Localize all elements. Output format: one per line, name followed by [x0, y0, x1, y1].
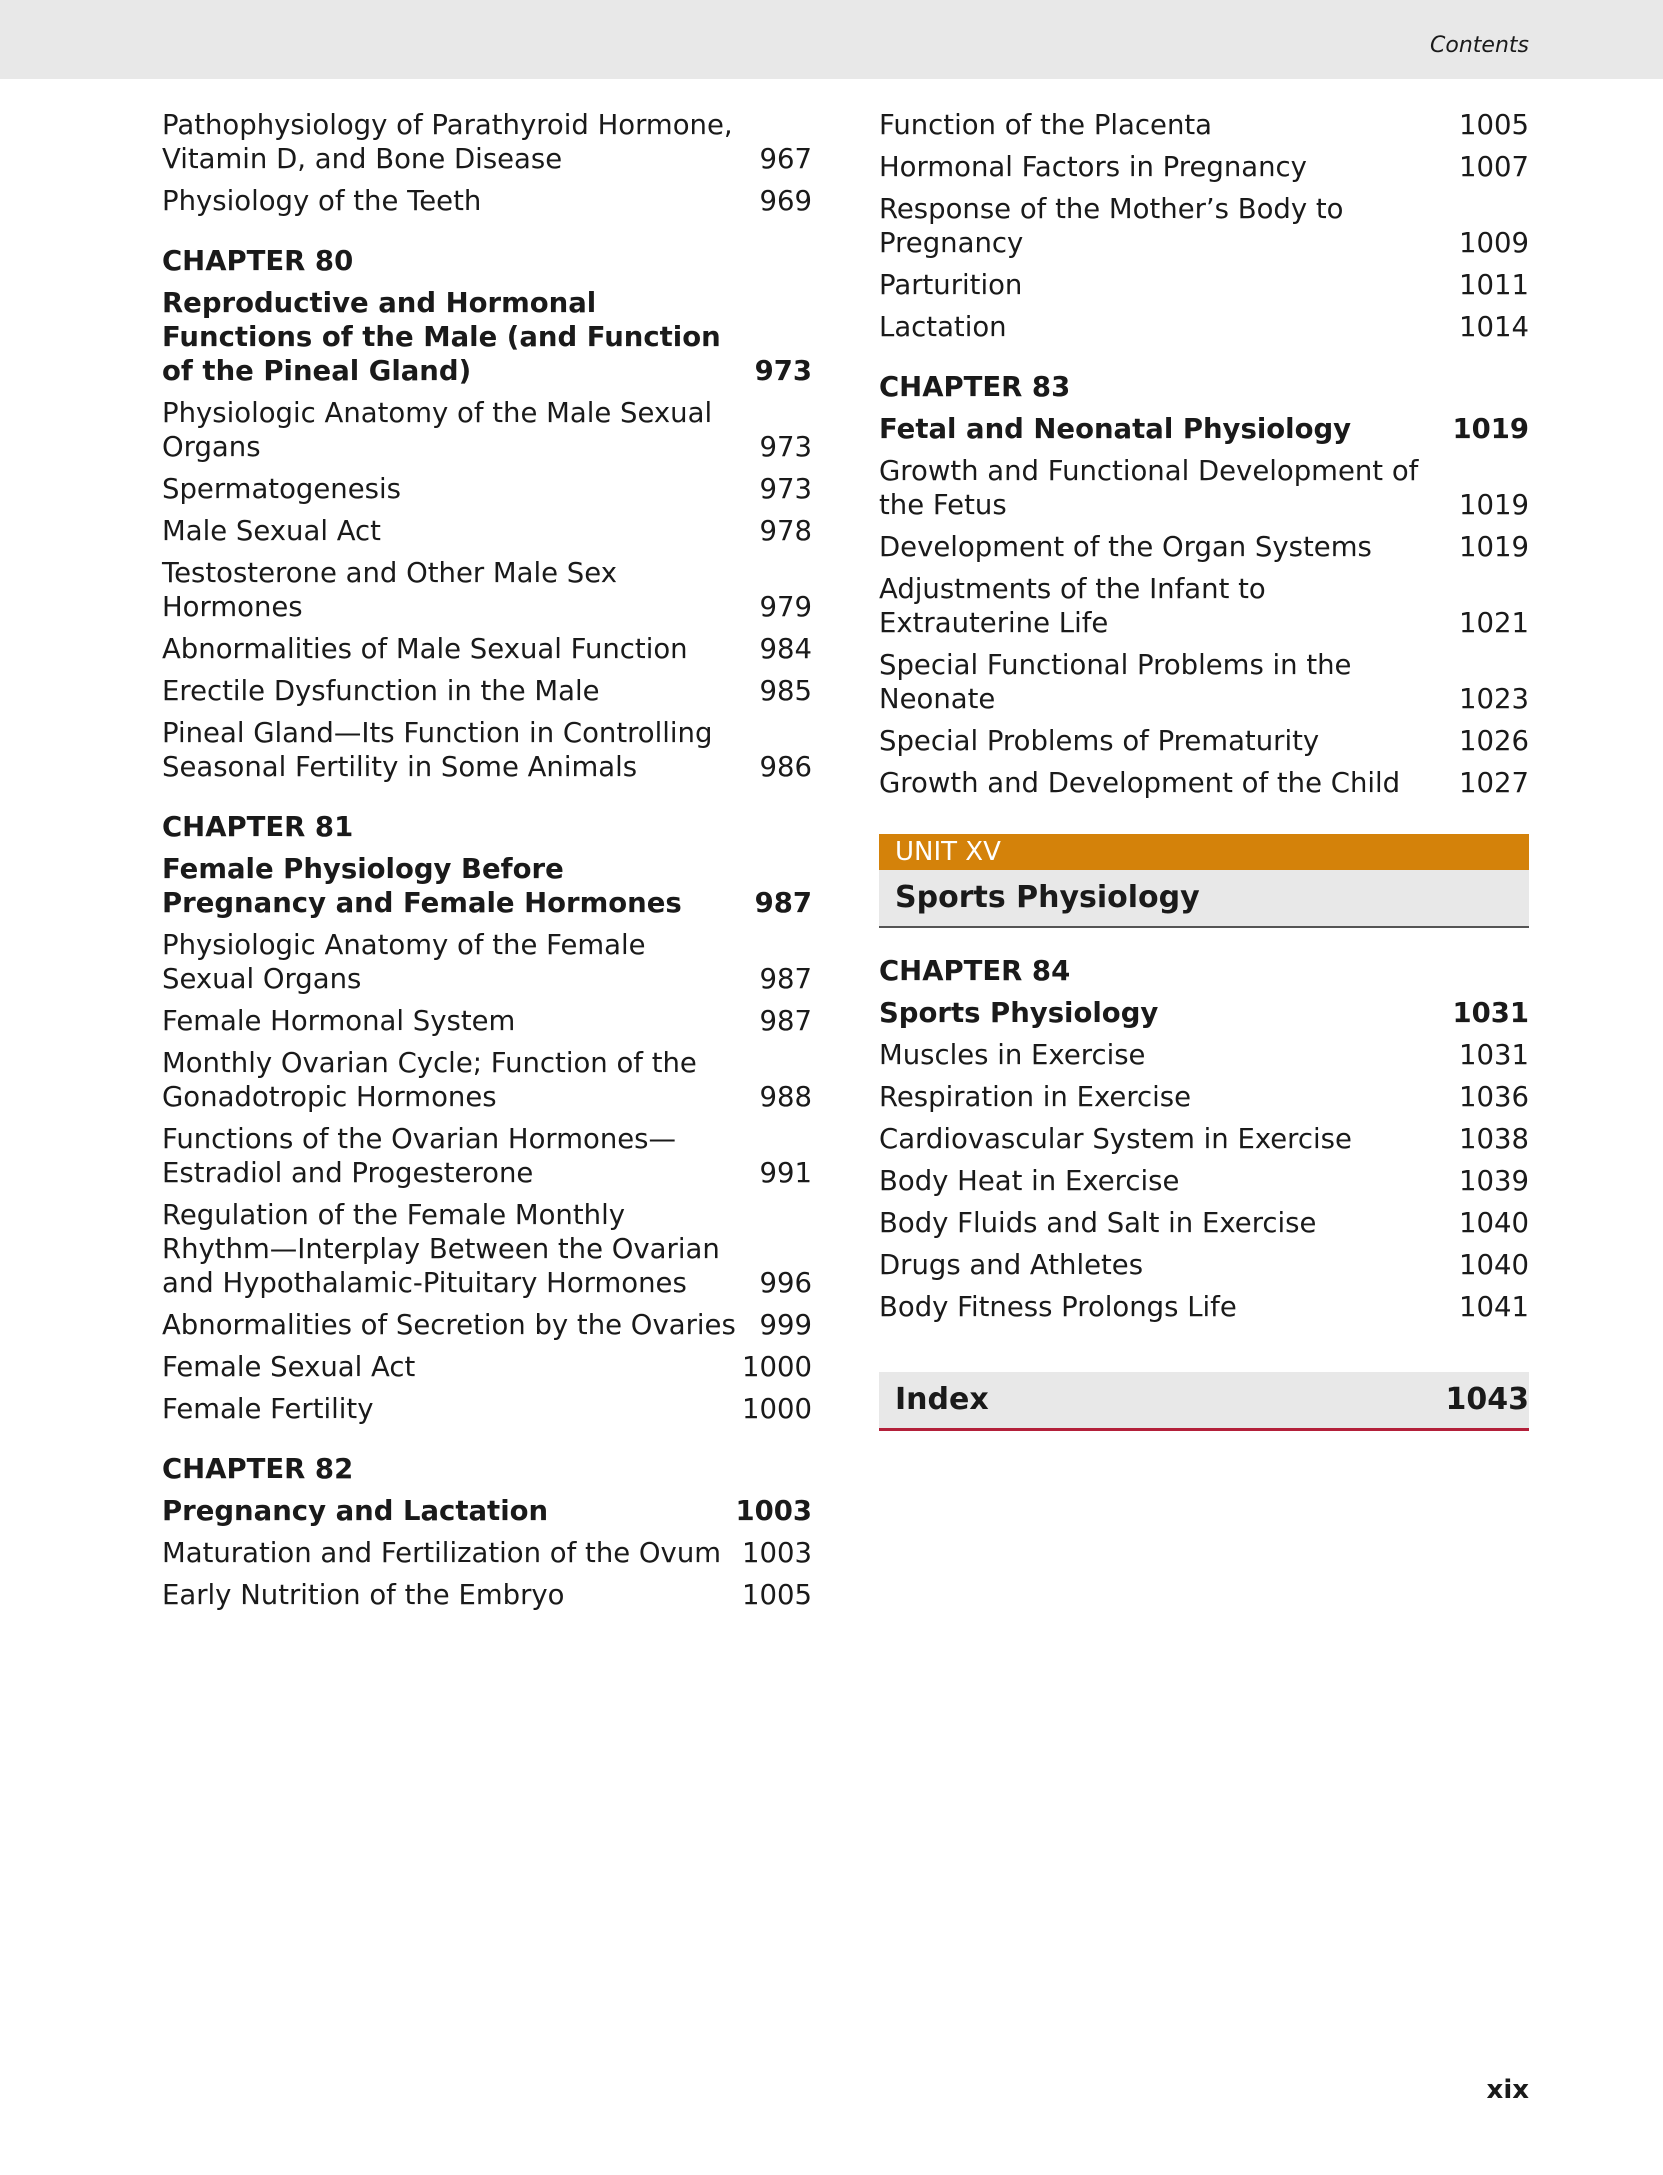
entry-title: Reproductive and Hormonal Functions of the Male (and Function of the Pineal Gland)	[162, 287, 721, 387]
chapter-label: CHAPTER 84	[879, 955, 1071, 987]
entry-page-number: 1023	[1459, 683, 1529, 715]
toc-entry[interactable]	[879, 108, 1529, 142]
entry-title: Body Fluids and Salt in Exercise	[879, 1207, 1317, 1239]
entry-page-number: 988	[759, 1081, 812, 1113]
toc-entry[interactable]	[879, 648, 1529, 716]
entry-title: Erectile Dysfunction in the Male	[162, 675, 600, 707]
toc-entry[interactable]	[162, 1122, 812, 1190]
entry-title: Female Fertility	[162, 1393, 374, 1425]
toc-entry[interactable]	[879, 1080, 1529, 1114]
toc-entry[interactable]	[162, 632, 812, 666]
entry-page-number: 1021	[1459, 607, 1529, 639]
entry-title: Hormonal Factors in Pregnancy	[879, 151, 1307, 183]
page-number: xix	[1486, 2075, 1529, 2105]
entry-title: Response of the Mother’s Body to Pregnancy	[879, 193, 1344, 259]
entry-title: Body Heat in Exercise	[879, 1165, 1180, 1197]
entry-page-number: 1019	[1452, 413, 1529, 445]
entry-title: Special Problems of Prematurity	[879, 725, 1320, 757]
entry-title: Lactation	[879, 311, 1007, 343]
entry-title: Regulation of the Female Monthly Rhythm—Interplay Between the Ovarian and Hypothalamic-Pituitary Hormones	[162, 1199, 720, 1299]
entry-page-number: 1003	[742, 1537, 812, 1569]
toc-entry[interactable]	[879, 1290, 1529, 1324]
entry-page-number: 987	[759, 963, 812, 995]
running-head: Contents	[1430, 33, 1529, 58]
toc-entry[interactable]	[879, 572, 1529, 640]
entry-title: Body Fitness Prolongs Life	[879, 1291, 1237, 1323]
toc-entry[interactable]	[162, 1308, 812, 1342]
entry-page-number: 1003	[735, 1495, 812, 1527]
chapter-label: CHAPTER 80	[162, 245, 354, 277]
entry-page-number: 1000	[742, 1393, 812, 1425]
chapter-title-entry[interactable]	[162, 1494, 812, 1528]
entry-page-number: 1039	[1459, 1165, 1529, 1197]
entry-page-number: 1027	[1459, 767, 1529, 799]
entry-page-number: 973	[759, 473, 812, 505]
entry-page-number: 1014	[1459, 311, 1529, 343]
entry-title: Sports Physiology	[879, 997, 1159, 1029]
entry-page-number: 1019	[1459, 531, 1529, 563]
entry-page-number: 1026	[1459, 725, 1529, 757]
entry-page-number: 1019	[1459, 489, 1529, 521]
entry-page-number: 1041	[1459, 1291, 1529, 1323]
entry-page-number: 1000	[742, 1351, 812, 1383]
unit-header	[879, 834, 1529, 928]
entry-page-number: 978	[759, 515, 812, 547]
toc-entry[interactable]	[162, 1350, 812, 1384]
entry-page-number: 1040	[1459, 1207, 1529, 1239]
toc-entry[interactable]	[162, 1578, 812, 1612]
entry-title: Maturation and Fertilization of the Ovum	[162, 1537, 722, 1569]
entry-title: Cardiovascular System in Exercise	[879, 1123, 1352, 1155]
toc-entry[interactable]	[162, 1536, 812, 1570]
entry-page-number: 1005	[742, 1579, 812, 1611]
entry-title: Physiologic Anatomy of the Female Sexual Organs	[162, 929, 646, 995]
entry-page-number: 1038	[1459, 1123, 1529, 1155]
toc-entry[interactable]	[879, 1248, 1529, 1282]
toc-entry[interactable]	[162, 556, 812, 624]
entry-title: Pregnancy and Lactation	[162, 1495, 549, 1527]
toc-entry[interactable]	[162, 716, 812, 784]
toc-entry[interactable]	[162, 396, 812, 464]
toc-entry[interactable]	[162, 472, 812, 506]
toc-entry[interactable]	[162, 674, 812, 708]
toc-entry[interactable]	[879, 192, 1529, 260]
entry-title: Female Physiology Before Pregnancy and Female Hormones	[162, 853, 682, 919]
header-band	[0, 0, 1663, 79]
entry-page-number: 967	[759, 143, 812, 175]
entry-title: Pineal Gland—Its Function in Controlling Seasonal Fertility in Some Animals	[162, 717, 713, 783]
entry-title: Muscles in Exercise	[879, 1039, 1146, 1071]
entry-page-number: 996	[759, 1267, 812, 1299]
entry-page-number: 1036	[1459, 1081, 1529, 1113]
toc-entry[interactable]	[162, 1198, 812, 1300]
toc-right-column	[879, 108, 1529, 1431]
chapter-title-entry[interactable]	[162, 852, 812, 920]
entry-title: Functions of the Ovarian Hormones—Estradiol and Progesterone	[162, 1123, 677, 1189]
toc-entry[interactable]	[162, 184, 812, 218]
index-page-number: 1043	[1445, 1382, 1529, 1417]
entry-title: Respiration in Exercise	[879, 1081, 1192, 1113]
entry-title: Development of the Organ Systems	[879, 531, 1372, 563]
unit-label: UNIT XV	[879, 834, 1529, 870]
entry-page-number: 987	[754, 887, 812, 919]
toc-entry[interactable]	[879, 454, 1529, 522]
entry-page-number: 1005	[1459, 109, 1529, 141]
entry-page-number: 973	[759, 431, 812, 463]
entry-page-number: 973	[754, 355, 812, 387]
entry-title: Spermatogenesis	[162, 473, 401, 505]
toc-entry[interactable]	[162, 1046, 812, 1114]
toc-entry[interactable]	[162, 514, 812, 548]
index-entry[interactable]	[879, 1372, 1529, 1431]
entry-page-number: 1031	[1452, 997, 1529, 1029]
entry-page-number: 984	[759, 633, 812, 665]
entry-page-number: 991	[759, 1157, 812, 1189]
entry-title: Testosterone and Other Male Sex Hormones	[162, 557, 617, 623]
entry-title: Pathophysiology of Parathyroid Hormone, Vitamin D, and Bone Disease	[162, 109, 733, 175]
entry-title: Female Hormonal System	[162, 1005, 516, 1037]
entry-title: Growth and Functional Development of the Fetus	[879, 455, 1419, 521]
entry-title: Function of the Placenta	[879, 109, 1213, 141]
toc-left-column	[162, 108, 812, 1620]
toc-entry[interactable]	[879, 268, 1529, 302]
entry-page-number: 999	[759, 1309, 812, 1341]
toc-entry[interactable]	[879, 1164, 1529, 1198]
chapter-title-entry[interactable]	[879, 412, 1529, 446]
entry-page-number: 1031	[1459, 1039, 1529, 1071]
entry-page-number: 969	[759, 185, 812, 217]
entry-page-number: 1011	[1459, 269, 1529, 301]
entry-page-number: 1007	[1459, 151, 1529, 183]
entry-title: Male Sexual Act	[162, 515, 381, 547]
toc-entry[interactable]	[162, 108, 812, 176]
entry-page-number: 987	[759, 1005, 812, 1037]
chapter-title-entry[interactable]	[162, 286, 812, 388]
entry-title: Early Nutrition of the Embryo	[162, 1579, 565, 1611]
toc-entry[interactable]	[879, 766, 1529, 800]
entry-page-number: 985	[759, 675, 812, 707]
entry-page-number: 979	[759, 591, 812, 623]
chapter-label: CHAPTER 82	[162, 1453, 354, 1485]
toc-entry[interactable]	[162, 928, 812, 996]
toc-entry[interactable]	[879, 1038, 1529, 1072]
entry-page-number: 1040	[1459, 1249, 1529, 1281]
entry-title: Growth and Development of the Child	[879, 767, 1401, 799]
entry-title: Fetal and Neonatal Physiology	[879, 413, 1352, 445]
entry-title: Adjustments of the Infant to Extrauterine Life	[879, 573, 1266, 639]
chapter-label: CHAPTER 81	[162, 811, 354, 843]
toc-entry[interactable]	[879, 310, 1529, 344]
entry-title: Monthly Ovarian Cycle; Function of the Gonadotropic Hormones	[162, 1047, 697, 1113]
entry-title: Special Functional Problems in the Neonate	[879, 649, 1352, 715]
toc-entry[interactable]	[162, 1392, 812, 1426]
toc-entry[interactable]	[879, 1206, 1529, 1240]
chapter-label: CHAPTER 83	[879, 371, 1071, 403]
toc-entry[interactable]	[879, 1122, 1529, 1156]
entry-title: Physiology of the Teeth	[162, 185, 482, 217]
chapter-title-entry[interactable]	[879, 996, 1529, 1030]
entry-page-number: 1009	[1459, 227, 1529, 259]
unit-title: Sports Physiology	[879, 870, 1529, 928]
toc-entry[interactable]	[162, 1004, 812, 1038]
entry-title: Abnormalities of Male Sexual Function	[162, 633, 688, 665]
entry-title: Drugs and Athletes	[879, 1249, 1144, 1281]
toc-entry[interactable]	[879, 530, 1529, 564]
entry-page-number: 986	[759, 751, 812, 783]
entry-title: Parturition	[879, 269, 1023, 301]
entry-title: Abnormalities of Secretion by the Ovaries	[162, 1309, 736, 1341]
toc-entry[interactable]	[879, 150, 1529, 184]
toc-entry[interactable]	[879, 724, 1529, 758]
entry-title: Physiologic Anatomy of the Male Sexual Organs	[162, 397, 713, 463]
index-title: Index	[895, 1382, 989, 1417]
entry-title: Female Sexual Act	[162, 1351, 416, 1383]
